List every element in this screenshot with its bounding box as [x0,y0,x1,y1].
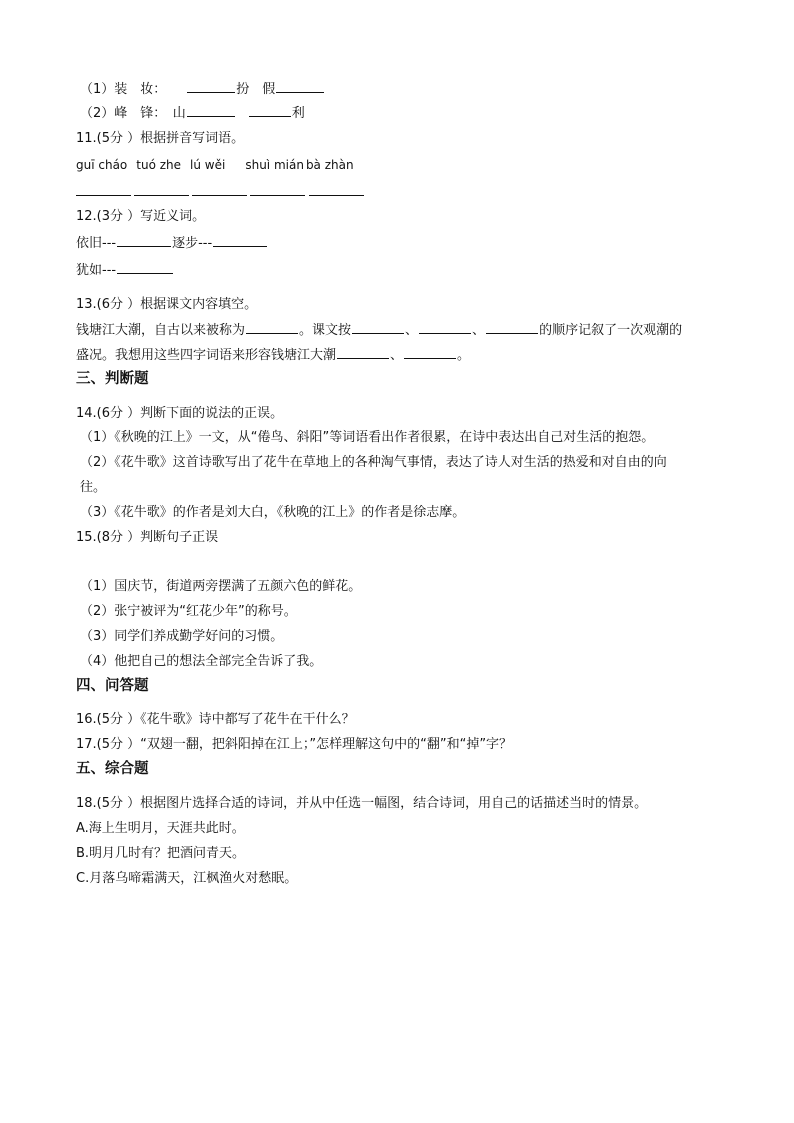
q15-sentence: （3）同学们养成勤学好问的习惯。 [80,629,284,644]
pinyin: tuó zhe [136,158,182,172]
q14-heading: 14.(6分 ）判断下面的说法的正误。 [76,406,284,421]
answer-blank[interactable] [352,321,404,334]
pinyin: lú wěi [190,158,226,172]
q11-heading: 11.(5分 ）根据拼音写词语。 [76,131,245,146]
q17: 17.(5分 ）“双翅一翻，把斜阳掉在江上；”怎样理解这句中的“翻”和“掉”字？ [76,737,513,752]
q10-part2-label: （2）峰 锋： 山 [80,106,186,121]
pinyin: bà zhàn [305,158,354,172]
q14-statement: （3）《花牛歌》的作者是刘大白，《秋晚的江上》的作者是徐志摩。 [80,505,466,520]
answer-blank[interactable] [249,104,291,117]
answer-blank[interactable] [76,195,131,196]
q11-pinyin-row [76,156,363,174]
q13-heading: 13.(6分 ）根据课文内容填空。 [76,297,258,312]
pinyin: shuì mián [245,158,304,172]
q18-option-a: A.海上生明月，天涯共此时。 [76,821,245,836]
q12-line2: 犹如--- [76,261,174,280]
q12-heading: 12.(3分 ）写近义词。 [76,209,206,224]
answer-blank[interactable] [134,195,189,196]
q14-statement: （1）《秋晚的江上》一文，从“倦鸟、斜阳”等词语看出作者很累，在诗中表达出自己对生活的抱怨。 [80,430,655,445]
answer-blank[interactable] [486,321,538,334]
section-heading-qa: 四、问答题 [76,678,149,694]
answer-blank[interactable] [337,346,389,359]
answer-blank[interactable] [213,234,267,247]
q18-option-b: B.明月几时有？把酒问青天。 [76,846,246,861]
q10-part1-label: （1）装 妆： [80,82,167,97]
q10-part2: （2）峰 锋： 山 利 [80,106,305,121]
q15-heading: 15.(8分 ）判断句子正误 [76,530,219,545]
q13-line1: 钱塘江大潮，自古以来被称为 。课文按 、 、 的顺序记叙了一次观潮的 [76,323,683,338]
q18-option-c: C.月落乌啼霜满天，江枫渔火对愁眠。 [76,871,298,886]
answer-blank[interactable] [246,321,298,334]
q18-heading: 18.(5分 ）根据图片选择合适的诗词，并从中任选一幅图，结合诗词，用自己的话描述当时的情景。 [76,796,648,811]
q15-sentence: （4）他把自己的想法全部完全告诉了我。 [80,654,323,669]
answer-blank[interactable] [309,195,364,196]
q15-sentence: （2）张宁被评为“红花少年”的称号。 [80,604,297,619]
answer-blank[interactable] [276,80,324,93]
pinyin: guī cháo [76,158,128,172]
answer-blank[interactable] [187,80,235,93]
answer-blank[interactable] [404,346,456,359]
answer-blank[interactable] [419,321,471,334]
q12-line1: 依旧--- 逐步--- [76,234,268,253]
q13-line2: 盛况。我想用这些四字词语来形容钱塘江大潮 、 。 [76,348,471,363]
section-heading-comprehensive: 五、综合题 [76,761,149,777]
answer-blank[interactable] [192,195,247,196]
answer-blank[interactable] [117,234,171,247]
q14-statement-cont: 往。 [80,480,107,495]
q16: 16.(5分 ）《花牛歌》诗中都写了花牛在干什么？ [76,712,355,727]
answer-blank[interactable] [250,195,305,196]
q14-statement: （2）《花牛歌》这首诗歌写出了花牛在草地上的各种淘气事情，表达了诗人对生活的热爱和对自由的向 [80,455,667,470]
section-heading-judge: 三、判断题 [76,371,149,387]
q15-sentence: （1）国庆节，街道两旁摆满了五颜六色的鲜花。 [80,579,362,594]
answer-blank[interactable] [187,104,235,117]
answer-blank[interactable] [117,261,173,274]
q10-part1: （1）装 妆： 扮 假 [80,80,325,99]
